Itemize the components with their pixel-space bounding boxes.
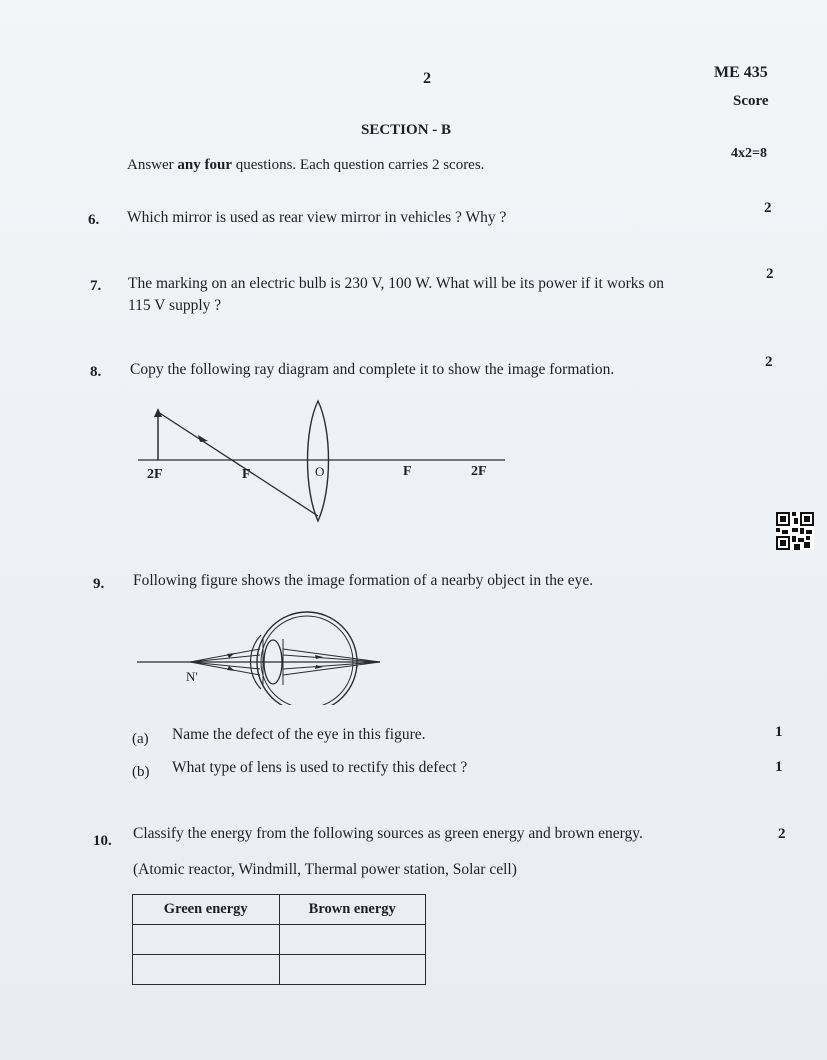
energy-classification-table [132,894,426,985]
question-score: 1 [775,759,783,775]
instruction-suffix: questions. Each question carries 2 scores. [232,157,485,173]
convex-lens [308,401,329,521]
question-text-line1: The marking on an electric bulb is 230 V, 100 W. What will be its power if it works on [128,275,664,292]
eyeball-inner [261,616,353,705]
convex-lens-ray-diagram [120,395,520,530]
subquestion-label: (b) [132,764,150,780]
qr-code-icon [776,512,814,550]
question-score: 2 [764,200,772,216]
question-number: 8. [90,364,102,380]
eyeball [257,612,357,705]
eye-image-formation-diagram [135,605,390,705]
question-text: Classify the energy from the following sources as green energy and brown energy. [133,825,643,842]
near-point-label: N' [186,669,198,684]
paper-code: ME 435 [714,64,768,81]
ray-lower [190,662,260,675]
question-text: Copy the following ray diagram and complete it to show the image formation. [130,361,615,378]
incident-ray [158,412,318,516]
label-f-right: F [403,464,412,479]
table-cell[interactable] [279,925,426,955]
subquestion-label: (a) [132,731,149,747]
label-2f-right: 2F [471,464,487,479]
energy-sources-list: (Atomic reactor, Windmill, Thermal power station, Solar cell) [133,861,517,878]
label-2f-left: 2F [147,467,163,482]
section-title: SECTION - B [361,122,452,138]
question-score: 2 [766,266,774,282]
question-score: 2 [778,826,786,842]
question-number: 10. [93,833,112,849]
question-text: Following figure shows the image formation of a nearby object in the eye. [133,572,594,589]
table-row [133,955,426,985]
header-brown-energy: Brown energy [279,895,426,925]
table-cell[interactable] [279,955,426,985]
table-cell[interactable] [133,955,280,985]
question-text-line2: 115 V supply ? [128,297,222,314]
page-number: 2 [423,70,431,87]
table-cell[interactable] [133,925,280,955]
table-header-row [133,895,426,925]
instruction-prefix: Answer [127,157,178,173]
label-f-left: F [242,467,251,482]
question-number: 9. [93,576,105,592]
question-number: 6. [88,212,100,228]
subquestion-text: What type of lens is used to rectify this defect ? [172,759,468,776]
subquestion-text: Name the defect of the eye in this figure. [172,726,426,743]
question-number: 7. [90,278,102,294]
ray-lower-2 [190,662,260,669]
score-column-heading: Score [733,93,769,109]
question-score: 2 [765,354,773,370]
instruction-emphasis: any four [177,157,232,173]
section-total-score: 4x2=8 [731,146,767,161]
table-row [133,925,426,955]
label-optical-centre: O [315,464,325,479]
ray-upper [190,649,260,662]
ray-upper-2 [190,655,260,662]
ray-direction-arrow [198,435,208,442]
question-score: 1 [775,724,783,740]
section-instruction [127,157,484,174]
header-green-energy: Green energy [133,895,280,925]
question-text: Which mirror is used as rear view mirror in vehicles ? Why ? [127,209,507,226]
